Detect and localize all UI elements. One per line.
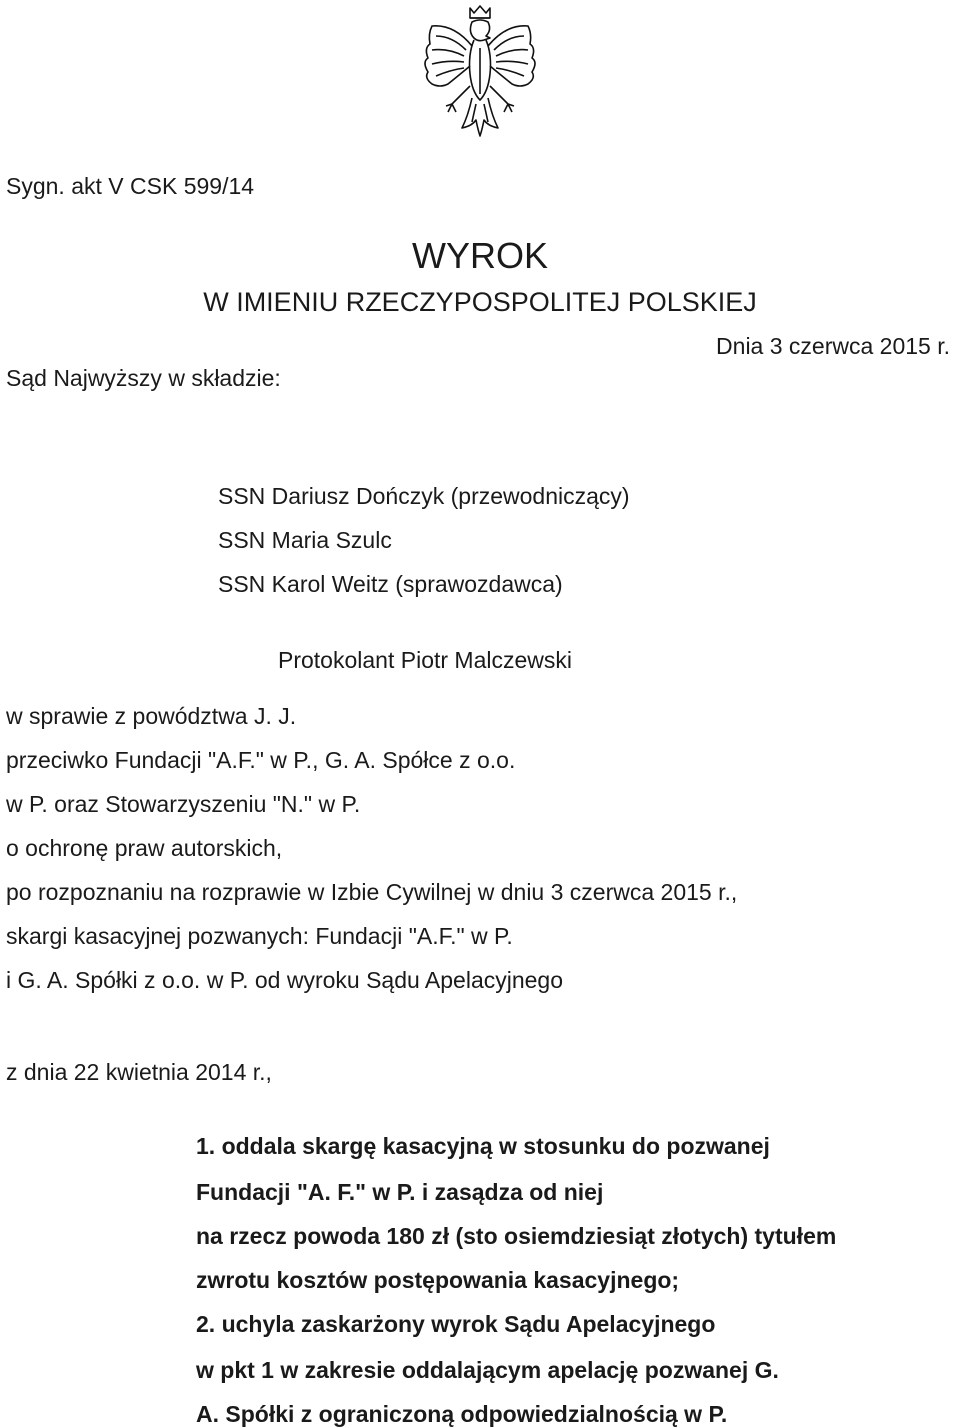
bench-judge: SSN Maria Szulc bbox=[218, 527, 392, 553]
case-line: przeciwko Fundacji "A.F." w P., G. A. Spółce z o.o. bbox=[6, 747, 516, 773]
ruling-line: 2. uchyla zaskarżony wyrok Sądu Apelacyjnego bbox=[196, 1311, 716, 1337]
case-line: i G. A. Spółki z o.o. w P. od wyroku Sądu Apelacyjnego bbox=[6, 967, 564, 993]
clerk-line: Protokolant Piotr Malczewski bbox=[278, 647, 572, 673]
bench-judge: SSN Dariusz Dończyk (przewodniczący) bbox=[218, 483, 630, 509]
ruling-line: na rzecz powoda 180 zł (sto osiemdziesiąt złotych) tytułem bbox=[196, 1223, 837, 1249]
case-line: skargi kasacyjnej pozwanych: Fundacji "A.F." w P. bbox=[6, 923, 513, 949]
bench-judge: SSN Karol Weitz (sprawozdawca) bbox=[218, 571, 563, 597]
document-subtitle: W IMIENIU RZECZYPOSPOLITEJ POLSKIEJ bbox=[203, 287, 757, 317]
ruling-line: 1. oddala skargę kasacyjną w stosunku do pozwanej bbox=[196, 1133, 770, 1159]
judgment-date: Dnia 3 czerwca 2015 r. bbox=[716, 333, 950, 359]
document-title: WYROK bbox=[411, 235, 548, 276]
polish-eagle-emblem-icon bbox=[418, 4, 542, 154]
case-line: w sprawie z powództwa J. J. bbox=[6, 703, 297, 729]
case-line: w P. oraz Stowarzyszeniu "N." w P. bbox=[6, 791, 361, 817]
ruling-line: zwrotu kosztów postępowania kasacyjnego; bbox=[196, 1267, 680, 1293]
case-line: po rozpoznaniu na rozprawie w Izbie Cywilnej w dniu 3 czerwca 2015 r., bbox=[6, 879, 738, 905]
case-line: z dnia 22 kwietnia 2014 r., bbox=[6, 1059, 272, 1085]
ruling-line: w pkt 1 w zakresie oddalającym apelację pozwanej G. bbox=[196, 1357, 779, 1383]
case-line: o ochronę praw autorskich, bbox=[6, 835, 283, 861]
case-number: Sygn. akt V CSK 599/14 bbox=[6, 173, 255, 199]
ruling-line: Fundacji "A. F." w P. i zasądza od niej bbox=[196, 1179, 604, 1205]
ruling-line: A. Spółki z ograniczoną odpowiedzialnością w P. bbox=[196, 1401, 728, 1427]
court-label: Sąd Najwyższy w składzie: bbox=[6, 365, 281, 391]
